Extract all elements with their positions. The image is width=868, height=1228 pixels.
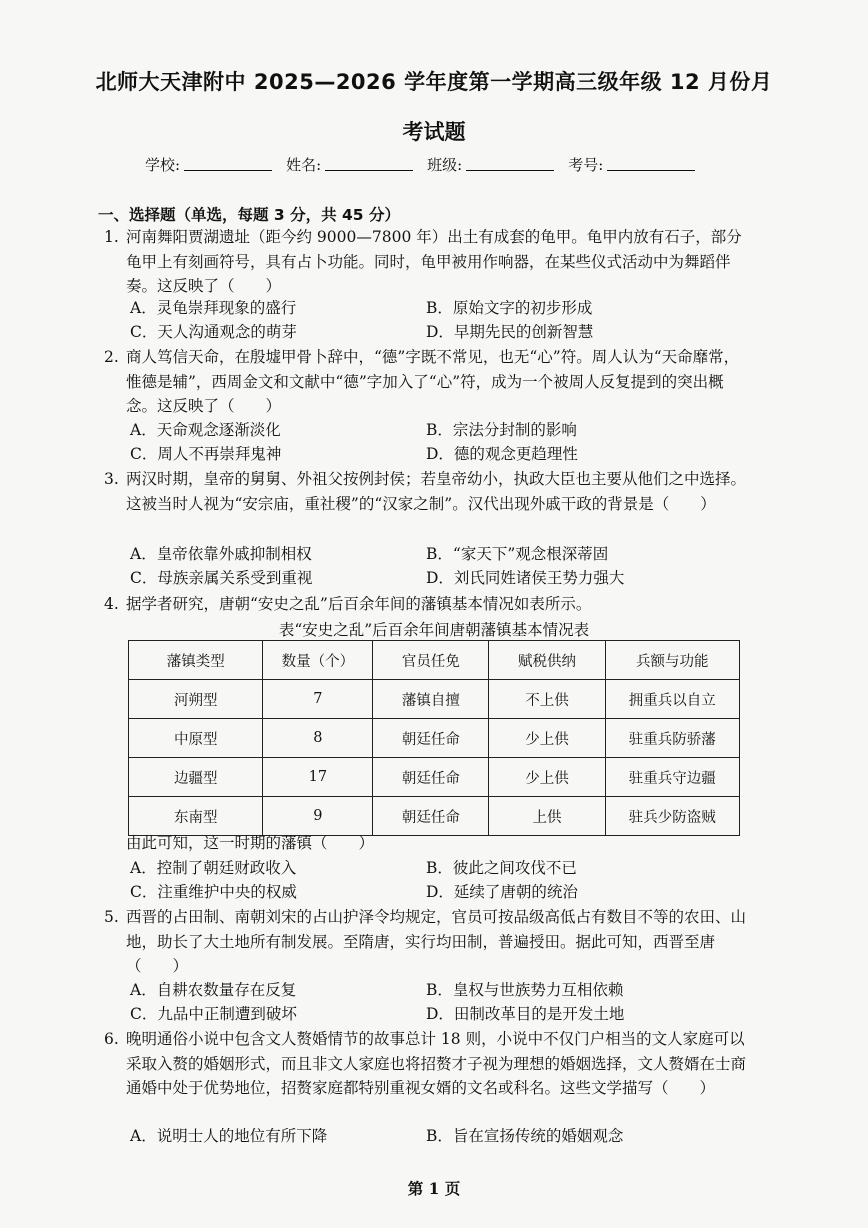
table-caption: 表“安史之乱”后百余年间唐朝藩镇基本情况表 bbox=[278, 621, 590, 639]
question-number: 1. bbox=[104, 228, 119, 246]
option-c[interactable]: C．注重维护中央的权威 bbox=[130, 883, 297, 901]
question-stem: 据学者研究，唐朝“安史之乱”后百余年间的藩镇基本情况如表所示。 bbox=[126, 595, 592, 613]
page-number: 第 1 页 bbox=[407, 1179, 461, 1198]
table-cell: 驻兵少防盗贼 bbox=[605, 797, 739, 836]
class-label: 班级: bbox=[427, 156, 463, 174]
option-a[interactable]: A．控制了朝廷财政收入 bbox=[130, 859, 297, 877]
table-row bbox=[129, 758, 740, 797]
table-header-cell: 兵额与功能 bbox=[605, 641, 739, 680]
table-cell: 朝廷任命 bbox=[373, 758, 489, 797]
option-d[interactable]: D．德的观念更趋理性 bbox=[426, 445, 578, 463]
question-stem: 河南舞阳贾湖遗址（距今约 9000—7800 年）出土有成套的龟甲。龟甲内放有石子，部分龟甲上有刻画符号，具有占卜功能。同时，龟甲被用作响器，在某些仪式活动中为舞蹈伴奏。这反映了（ ） bbox=[126, 228, 742, 295]
option-d[interactable]: D．早期先民的创新智慧 bbox=[426, 323, 594, 341]
question-follow-up: 由此可知，这一时期的藩镇（ ） bbox=[126, 834, 375, 852]
option-c[interactable]: C．九品中正制遭到破坏 bbox=[130, 1005, 297, 1023]
table-row bbox=[129, 719, 740, 758]
exam-number-label: 考号: bbox=[568, 156, 604, 174]
question-2 bbox=[104, 345, 754, 419]
table-cell: 朝廷任命 bbox=[373, 797, 489, 836]
name-blank[interactable] bbox=[325, 154, 413, 171]
option-b[interactable]: B．皇权与世族势力互相依赖 bbox=[426, 981, 624, 999]
option-c[interactable]: C．周人不再崇拜鬼神 bbox=[130, 445, 282, 463]
table-cell: 边疆型 bbox=[129, 758, 263, 797]
exam-title: 北师大天津附中 2025—2026 学年度第一学期高三级年级 12 月份月 bbox=[95, 70, 773, 94]
table-row bbox=[129, 797, 740, 836]
option-b[interactable]: B．彼此之间攻伐不已 bbox=[426, 859, 577, 877]
question-stem: 西晋的占田制、南朝刘宋的占山护泽令均规定，官员可按品级高低占有数目不等的农田、山地，助长了大土地所有制发展。至隋唐，实行均田制，普遍授田。据此可知，西晋至唐（ ） bbox=[126, 908, 747, 975]
table-header-row bbox=[129, 641, 740, 680]
option-c[interactable]: C．天人沟通观念的萌芽 bbox=[130, 323, 297, 341]
option-b[interactable]: B．“家天下”观念根深蒂固 bbox=[426, 545, 609, 563]
question-number: 2. bbox=[104, 348, 119, 366]
option-d[interactable]: D．田制改革目的是开发土地 bbox=[426, 1005, 625, 1023]
school-label: 学校: bbox=[145, 156, 181, 174]
question-stem: 两汉时期，皇帝的舅舅、外祖父按例封侯；若皇帝幼小，执政大臣也主要从他们之中选择。这被当时人视为“安宗庙，重社稷”的“汉家之制”。汉代出现外戚干政的背景是（ ） bbox=[126, 470, 747, 513]
exam-number-blank[interactable] bbox=[607, 154, 695, 171]
student-info-fields bbox=[145, 154, 705, 175]
exam-title-continued: 考试题 bbox=[402, 120, 466, 144]
table-cell: 少上供 bbox=[489, 758, 605, 797]
question-5 bbox=[104, 905, 754, 979]
table-cell: 少上供 bbox=[489, 719, 605, 758]
option-a[interactable]: A．灵龟崇拜现象的盛行 bbox=[130, 299, 297, 317]
question-6 bbox=[104, 1027, 754, 1101]
table-cell: 拥重兵以自立 bbox=[605, 680, 739, 719]
question-number: 5. bbox=[104, 908, 119, 926]
table-cell: 东南型 bbox=[129, 797, 263, 836]
table-header-cell: 数量（个） bbox=[263, 641, 373, 680]
name-label: 姓名: bbox=[286, 156, 322, 174]
question-4 bbox=[104, 592, 754, 617]
fanzhen-table bbox=[128, 640, 740, 836]
table-header-cell: 藩镇类型 bbox=[129, 641, 263, 680]
table-cell: 朝廷任命 bbox=[373, 719, 489, 758]
option-c[interactable]: C．母族亲属关系受到重视 bbox=[130, 569, 313, 587]
table-cell: 驻重兵守边疆 bbox=[605, 758, 739, 797]
question-1 bbox=[104, 225, 754, 299]
table-header-cell: 官员任免 bbox=[373, 641, 489, 680]
table-row bbox=[129, 680, 740, 719]
table-header-cell: 赋税供纳 bbox=[489, 641, 605, 680]
school-blank[interactable] bbox=[184, 154, 272, 171]
class-blank[interactable] bbox=[466, 154, 554, 171]
option-d[interactable]: D．延续了唐朝的统治 bbox=[426, 883, 578, 901]
table-cell: 9 bbox=[263, 797, 373, 836]
table-cell: 不上供 bbox=[489, 680, 605, 719]
question-number: 6. bbox=[104, 1030, 119, 1048]
option-a[interactable]: A．说明士人的地位有所下降 bbox=[130, 1127, 328, 1145]
question-3 bbox=[104, 467, 754, 516]
table-cell: 上供 bbox=[489, 797, 605, 836]
option-b[interactable]: B．宗法分封制的影响 bbox=[426, 421, 577, 439]
table-cell: 中原型 bbox=[129, 719, 263, 758]
option-a[interactable]: A．自耕农数量存在反复 bbox=[130, 981, 297, 999]
option-a[interactable]: A．皇帝依靠外戚抑制相权 bbox=[130, 545, 312, 563]
question-stem: 晚明通俗小说中包含文人赘婚情节的故事总计 18 则，小说中不仅门户相当的文人家庭可以采取入赘的婚姻形式，而且非文人家庭也将招赘才子视为理想的婚姻选择，文人赘婿在士商通婚中处于优势地位，招赘家庭都特别重视女婿的文名或科名。这些文学描写（ ） bbox=[126, 1030, 747, 1097]
table-cell: 7 bbox=[263, 680, 373, 719]
table-cell: 河朔型 bbox=[129, 680, 263, 719]
section-heading: 一、选择题（单选，每题 3 分，共 45 分） bbox=[98, 206, 400, 224]
option-a[interactable]: A．天命观念逐渐淡化 bbox=[130, 421, 281, 439]
table-cell: 17 bbox=[263, 758, 373, 797]
question-number: 3. bbox=[104, 470, 119, 488]
question-number: 4. bbox=[104, 595, 119, 613]
option-b[interactable]: B．旨在宣扬传统的婚姻观念 bbox=[426, 1127, 624, 1145]
option-b[interactable]: B．原始文字的初步形成 bbox=[426, 299, 593, 317]
table-cell: 驻重兵防骄藩 bbox=[605, 719, 739, 758]
table-cell: 8 bbox=[263, 719, 373, 758]
option-d[interactable]: D．刘氏同姓诸侯王势力强大 bbox=[426, 569, 625, 587]
table-cell: 藩镇自擅 bbox=[373, 680, 489, 719]
question-stem: 商人笃信天命，在殷墟甲骨卜辞中，“德”字既不常见，也无“心”符。周人认为“天命靡常，惟德是辅”，西周金文和文献中“德”字加入了“心”符，成为一个被周人反复提到的突出概念。这反映了（ ） bbox=[126, 348, 740, 415]
question-4-prompt bbox=[104, 831, 754, 856]
